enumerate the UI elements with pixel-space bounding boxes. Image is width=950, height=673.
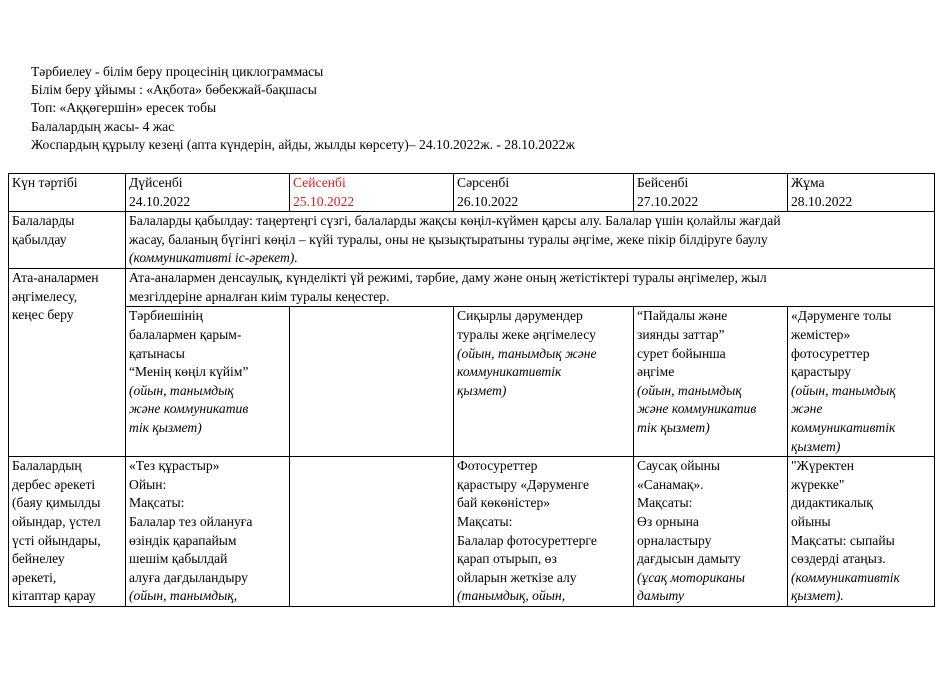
table-row-reception: [9, 212, 935, 269]
group-line: Топ: «Аққөгершін» ересек тобы: [31, 100, 217, 116]
conversation-wednesday: Сиқырлы дәрумендер туралы жеке әңгімелесу (ойын, танымдық және коммуникативтік қызмет): [454, 307, 634, 457]
conversation-thursday: “Пайдалы және зиянды заттар” сурет бойынша әңгіме (ойын, танымдық және коммуникатив тік қызмет): [634, 307, 788, 457]
day-date: 25.10.2022: [293, 193, 355, 209]
table-header-row: [9, 174, 935, 212]
table-row-parents: [9, 269, 935, 307]
row-label-parents: Ата-аналармен әңгімелесу, кеңес беру: [9, 269, 126, 457]
activity-tuesday: [290, 457, 454, 607]
day-name: Бейсенбі: [637, 175, 689, 190]
day-date: 24.10.2022: [129, 193, 191, 209]
document-header: [31, 63, 575, 154]
cyclogram-table: [8, 173, 935, 607]
reception-text: Балаларды қабылдау: таңертеңгі сүзгі, балаларды жақсы көңіл-күймен қарсы алу. Балалар үшін қолайлы жағдай жасау, баланың бүгінгі көңіл – күйі туралы, оны не қызықтыратыны туралы әңгіме, жеке пікір білдіруге баулу (коммуникативті іс-әрекет).: [126, 212, 935, 269]
document-title: Тәрбиелеу - білім беру процесінің циклограммасы: [31, 64, 324, 79]
day-name: Сәрсенбі: [457, 175, 510, 190]
table-row-independent-activity: [9, 457, 935, 607]
period-line: Жоспардың құрылу кезеңі (апта күндерін, айды, жылды көрсету)– 24.10.2022ж. - 28.10.2022ж: [31, 136, 575, 152]
row-label-reception: Балаларды қабылдау: [9, 212, 126, 269]
conversation-tuesday: [290, 307, 454, 457]
day-date: 26.10.2022: [457, 193, 519, 209]
activity-monday: «Тез құрастыр» Ойын: Мақсаты: Балалар тез ойлануға өзіндік қарапайым шешім қабылдай алуға дағдыландыру (ойын, танымдық,: [126, 457, 290, 607]
organization-line: Білім беру ұйымы : «Ақбота» бөбекжай-бақшасы: [31, 82, 317, 98]
corner-cell: Күн тәртібі: [9, 174, 126, 212]
conversation-monday: Тәрбиешінің балалармен қарым- қатынасы “Менің көңіл күйім” (ойын, танымдық және коммуникатив тік қызмет): [126, 307, 290, 457]
day-name: Дүйсенбі: [129, 175, 183, 190]
day-cell-wednesday: [454, 174, 634, 212]
day-cell-tuesday: [290, 174, 454, 212]
day-name: Жұма: [791, 175, 825, 190]
day-date: 27.10.2022: [637, 193, 699, 209]
day-cell-monday: [126, 174, 290, 212]
day-name: Сейсенбі: [293, 175, 346, 190]
activity-wednesday: Фотосуреттер қарастыру «Дәруменге бай көкөністер» Мақсаты: Балалар фотосуреттерге қарап отырып, өз ойларын жеткізе алу (танымдық, ойын,: [454, 457, 634, 607]
table-row-conversation: [9, 307, 935, 457]
day-date: 28.10.2022: [791, 193, 853, 209]
age-line: Балалардың жасы- 4 жас: [31, 118, 175, 134]
conversation-friday: «Дәруменге толы жемістер» фотосуреттер қарастыру (ойын, танымдық және коммуникативтік қызмет): [788, 307, 935, 457]
activity-friday: "Жүректен жүрекке" дидактикалық ойыны Мақсаты: сыпайы сөздерді атаңыз. (коммуникативтік қызмет).: [788, 457, 935, 607]
row-label-independent-activity: Балалардың дербес әрекеті (баяу қимылды ойындар, үстел үсті ойындары, бейнелеу әрекеті, кітаптар қарау: [9, 457, 126, 607]
day-cell-thursday: [634, 174, 788, 212]
day-cell-friday: [788, 174, 935, 212]
parents-text: Ата-аналармен денсаулық, күнделікті үй режимі, тәрбие, даму және оның жетістіктері туралы әңгімелер, жыл мезгілдеріне арналған киім туралы кеңестер.: [126, 269, 935, 307]
activity-thursday: Саусақ ойыны «Санамақ». Мақсаты: Өз орнына орналастыру дағдысын дамыту (ұсақ моториканы дамыту: [634, 457, 788, 607]
